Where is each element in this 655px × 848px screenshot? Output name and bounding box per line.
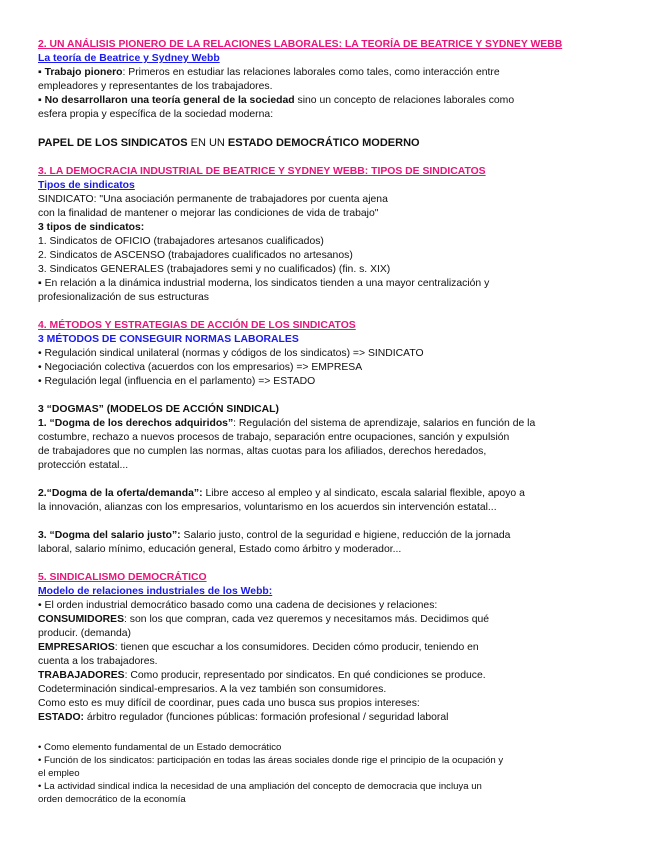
method-item: • Regulación sindical unilateral (normas y códigos de los sindicatos) => SINDICATO [38, 348, 424, 359]
empresarios-text: : tienen que escuchar a los consumidores. Deciden cómo producir, teniendo en [114, 642, 479, 653]
consumidores-text: : son los que compran, cada vez queremos y necesitamos más. Decidimos qué [124, 614, 490, 625]
heading-part-b: EN UN [187, 137, 228, 149]
section-2-subtitle: La teoría de Beatrice y Sydney Webb [38, 53, 220, 64]
consumidores-bold: CONSUMIDORES [38, 614, 125, 625]
trabajadores-text: : Como producir, representado por sindicatos. En qué condiciones se produce. [124, 670, 486, 681]
sindicato-definition-2: con la finalidad de mantener o mejorar las condiciones de vida de trabajo" [38, 208, 379, 219]
dogma-1-bold: 1. “Dogma de los derechos adquiridos” [38, 418, 234, 429]
final-bullet: • Función de los sindicatos: participación en todas las áreas sociales donde rige el principio de la ocupación y [38, 755, 504, 766]
dogma-3-bold: 3. “Dogma del salario justo”: [38, 530, 181, 541]
empresarios [38, 641, 627, 655]
orden-industrial: • El orden industrial democrático basado como una cadena de decisiones y relaciones: [38, 600, 438, 611]
point-1-text: : Primeros en estudiar las relaciones laborales como tales, como interacción entre [122, 67, 500, 78]
method-item: • Regulación legal (influencia en el parlamento) => ESTADO [38, 376, 316, 387]
empresarios-bold: EMPRESARIOS [38, 642, 115, 653]
estado-text: árbitro regulador (funciones públicas: formación profesional / seguridad laboral [84, 712, 449, 723]
point-1-bold: ▪ Trabajo pionero [38, 67, 123, 78]
section-3-note-cont: profesionalización de sus estructuras [38, 292, 209, 303]
section-2-point-1 [38, 66, 627, 80]
section-5-title: 5. SINDICALISMO DEMOCRÁTICO [38, 572, 207, 583]
dogma-1 [38, 417, 627, 431]
trabajadores [38, 669, 627, 683]
codeterminacion: Codeterminación sindical-empresarios. A la vez también son consumidores. [38, 684, 387, 695]
section-2-point-2 [38, 94, 627, 108]
dogmas-title: 3 “DOGMAS” (MODELOS DE ACCIÓN SINDICAL) [38, 404, 279, 415]
final-bullet-cont: orden democrático de la economía [38, 794, 186, 805]
trabajadores-bold: TRABAJADORES [38, 670, 125, 681]
section-2-title: 2. UN ANÁLISIS PIONERO DE LA RELACIONES LABORALES: LA TEORÍA DE BEATRICE Y SYDNEY WEBB [38, 39, 563, 50]
sindicato-definition-1: SINDICATO: "Una asociación permanente de trabajadores por cuenta ajena [38, 194, 388, 205]
estado [38, 711, 627, 725]
heading-part-c: ESTADO DEMOCRÁTICO MODERNO [227, 137, 420, 149]
type-item: 1. Sindicatos de OFICIO (trabajadores artesanos cualificados) [38, 236, 324, 247]
consumidores-cont: producir. (demanda) [38, 628, 131, 639]
section-3-subtitle: Tipos de sindicatos [38, 180, 135, 191]
heading-part-a: PAPEL DE LOS SINDICATOS [38, 137, 188, 149]
point-2-text: sino un concepto de relaciones laborales como [294, 95, 515, 106]
estado-bold: ESTADO: [38, 712, 84, 723]
section-2-point-2-cont: esfera propia y específica de la sociedad moderna: [38, 109, 274, 120]
final-bullet: • Como elemento fundamental de un Estado democrático [38, 742, 282, 753]
type-item: 3. Sindicatos GENERALES (trabajadores semi y no cualificados) (fin. s. XIX) [38, 264, 391, 275]
main-heading [38, 136, 627, 151]
dogma-3-text: Salario justo, control de la seguridad e higiene, reducción de la jornada [180, 530, 511, 541]
dogma-3 [38, 529, 627, 543]
dogma-2-text: Libre acceso al empleo y al sindicato, escala salarial flexible, apoyo a [202, 488, 525, 499]
dogma-1-cont: de trabajadores que no cumplen las normas, altas cuotas para los afiliados, derechos heredados, [38, 446, 487, 457]
empresarios-cont: cuenta a los trabajadores. [38, 656, 158, 667]
final-bullet: • La actividad sindical indica la necesidad de una ampliación del concepto de democracia que incluya un [38, 781, 482, 792]
dogma-2-cont: la innovación, alianzas con los empresarios, voluntarismo en los acuerdos sin intervención estatal... [38, 502, 497, 513]
dogma-3-cont: laboral, salario mínimo, educación general, Estado como árbitro y moderador... [38, 544, 402, 555]
dogma-1-cont: protección estatal... [38, 460, 129, 471]
dogma-2-bold: 2.“Dogma de la oferta/demanda”: [38, 488, 203, 499]
method-item: • Negociación colectiva (acuerdos con los empresarios) => EMPRESA [38, 362, 363, 373]
section-4-title: 4. MÉTODOS Y ESTRATEGIAS DE ACCIÓN DE LOS SINDICATOS [38, 320, 356, 331]
dificil-coordinar: Como esto es muy difícil de coordinar, pues cada uno busca sus propios intereses: [38, 698, 420, 709]
dogma-1-text: : Regulación del sistema de aprendizaje, salarios en función de la [233, 418, 536, 429]
final-bullet-cont: el empleo [38, 768, 80, 779]
dogma-1-cont: costumbre, rechazo a nuevos procesos de trabajo, separación entre ocupaciones, sanción y expulsión [38, 432, 510, 443]
types-title: 3 tipos de sindicatos: [38, 222, 145, 233]
type-item: 2. Sindicatos de ASCENSO (trabajadores cualificados no artesanos) [38, 250, 353, 261]
point-2-bold: ▪ No desarrollaron una teoría general de la sociedad [38, 95, 295, 106]
section-3-note: ▪ En relación a la dinámica industrial moderna, los sindicatos tienden a una mayor centralización y [38, 278, 490, 289]
dogma-2 [38, 487, 627, 501]
consumidores [38, 613, 627, 627]
section-2-point-1-cont: empleadores y representantes de los trabajadores. [38, 81, 273, 92]
section-5-subtitle: Modelo de relaciones industriales de los Webb: [38, 586, 273, 597]
section-4-subtitle: 3 MÉTODOS DE CONSEGUIR NORMAS LABORALES [38, 334, 299, 345]
section-3-title: 3. LA DEMOCRACIA INDUSTRIAL DE BEATRICE Y SYDNEY WEBB: TIPOS DE SINDICATOS [38, 166, 486, 177]
